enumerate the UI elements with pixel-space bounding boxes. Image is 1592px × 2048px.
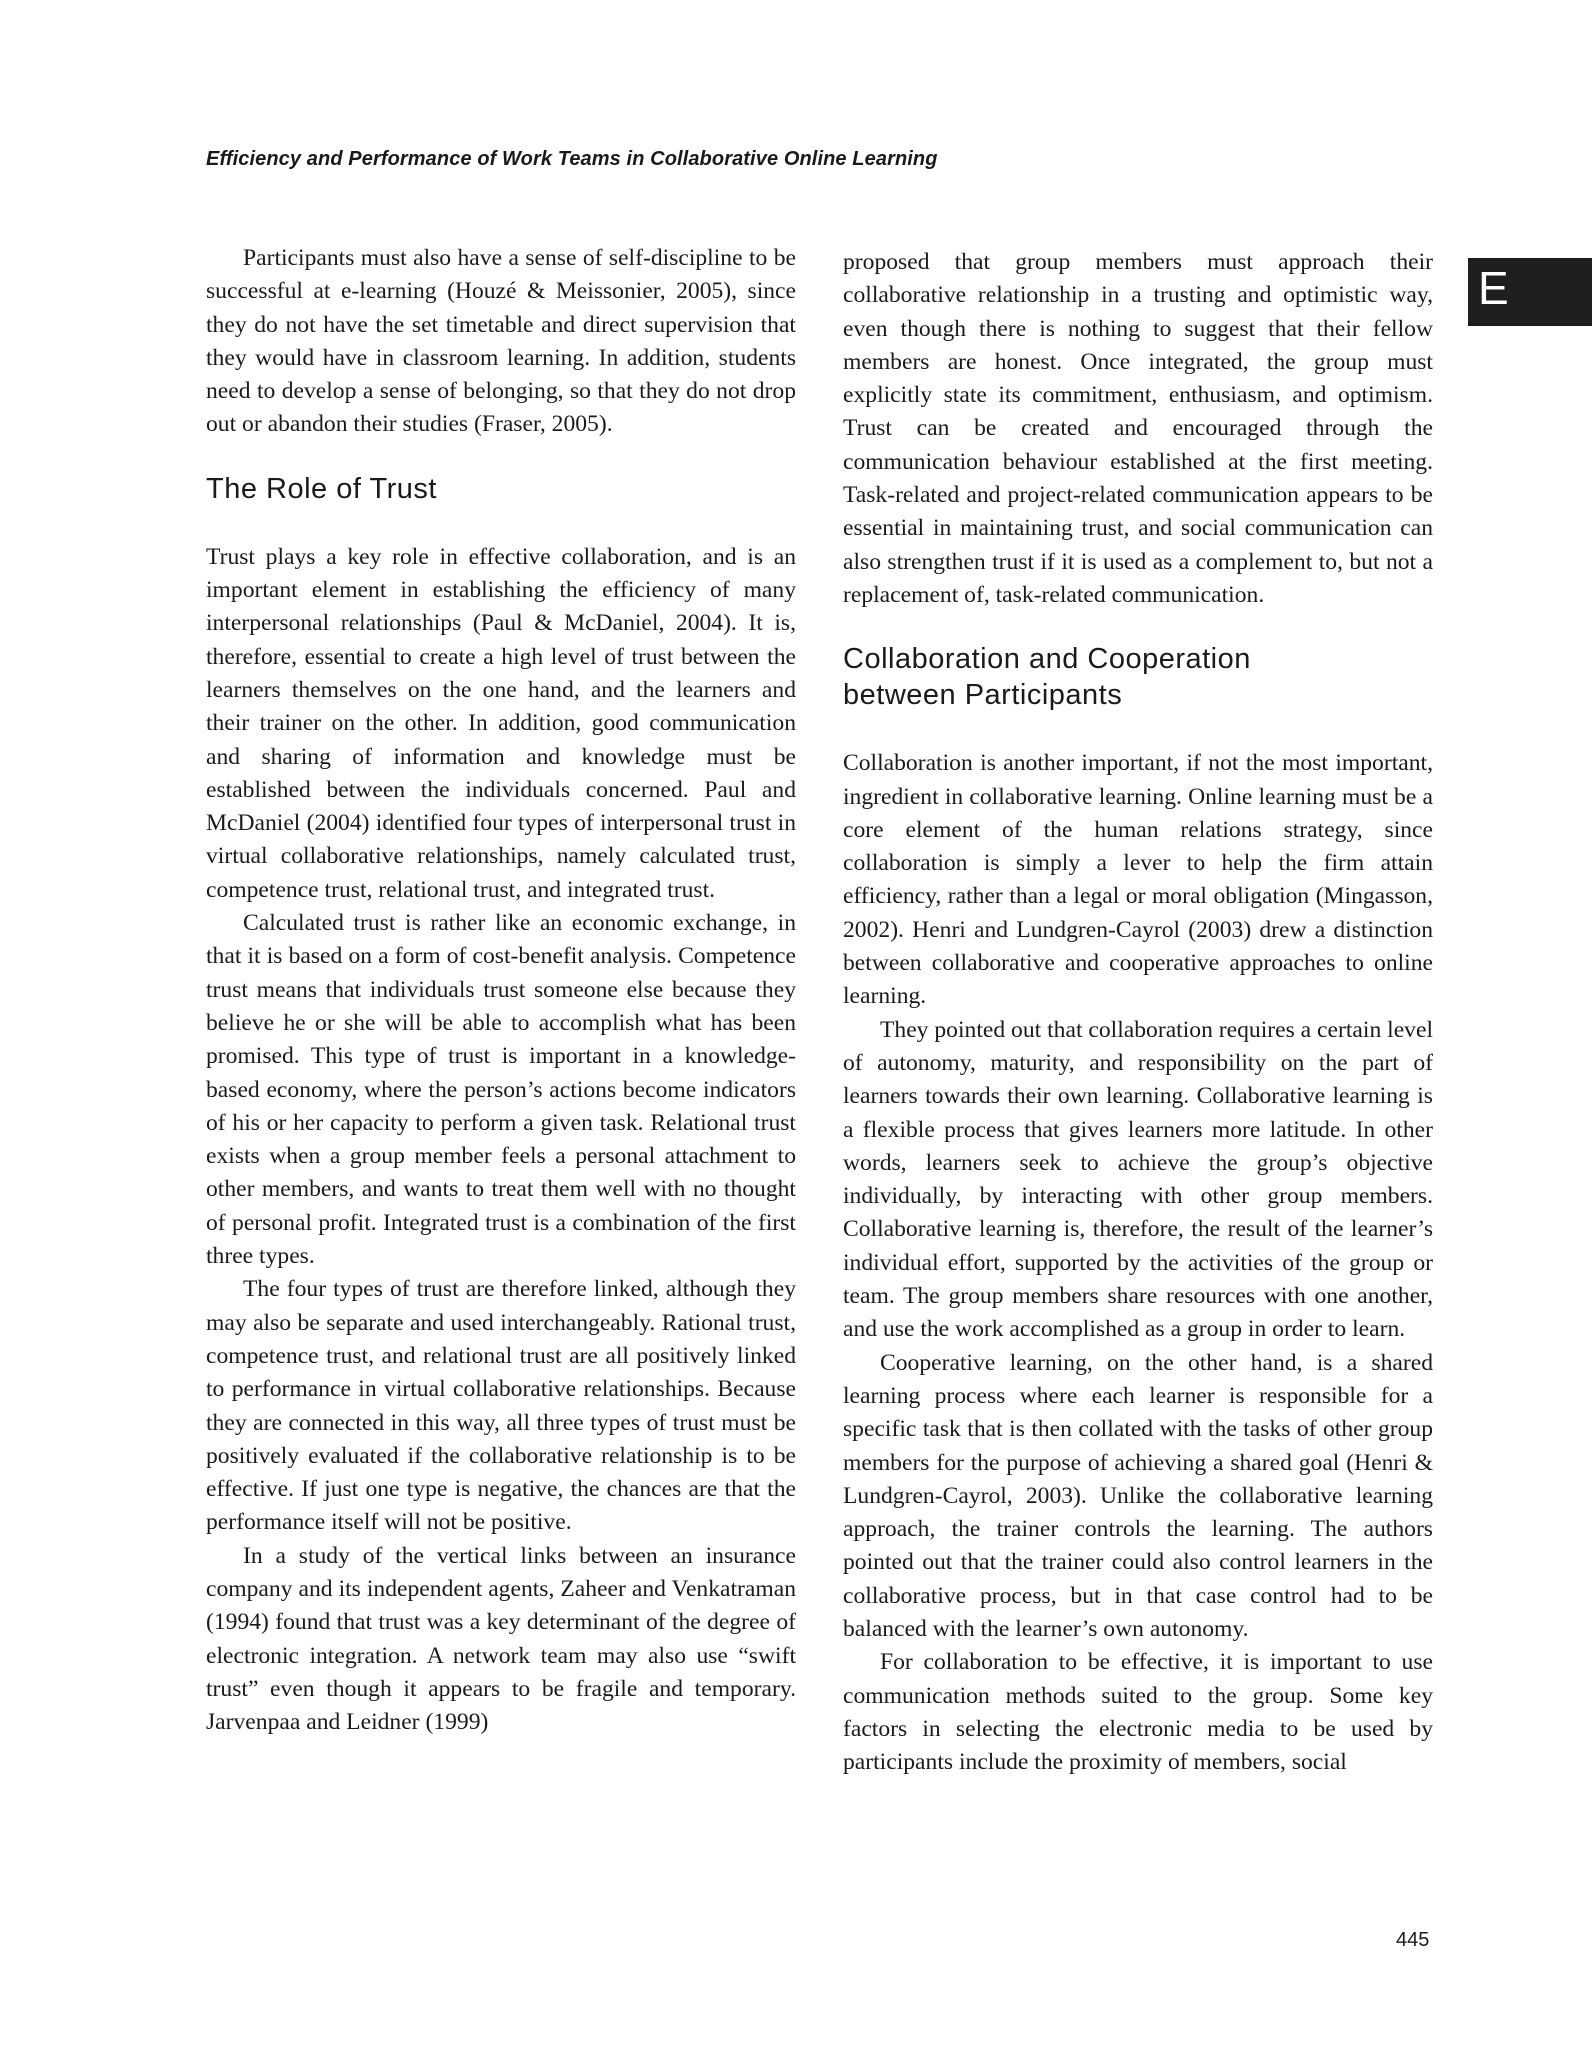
paragraph: Calculated trust is rather like an economic exchange, in that it is based on a form of cost-benefit analysis. Competence trust means that individuals trust someone else because they believe he or she will be able to accomplish what has been promised. This type of trust is important in a knowledge-based economy, where the person’s actions become indicators of his or her capacity to perform a given task. Relational trust exists when a group member feels a personal attachment to other members, and wants to treat them well with no thought of personal profit. Integrated trust is a combination of the first three types. bbox=[206, 910, 796, 1270]
paragraph: They pointed out that collaboration requires a certain level of autonomy, maturity, and responsibility on the part of learners towards their own learning. Collaborative learning is a flexible process that gives learners more latitude. In other words, learners seek to achieve the group’s objective individually, by interacting with other group members. Collaborative learning is, therefore, the result of the learner’s individual effort, supported by the activities of the group or team. The group members share resources with one another, and use the work accomplished as a group in order to learn. bbox=[843, 1016, 1433, 1343]
section-heading-collaboration bbox=[843, 641, 1433, 713]
paragraph: The four types of trust are therefore linked, although they may also be separate and used interchangeably. Rational trust, competence trust, and relational trust are all positively linked to performance in virtual collaborative relationships. Because they are connected in this way, all three types of trust must be positively evaluated if the collaborative relationship is to be effective. If just one type is negative, the chances are that the performance itself will not be positive. bbox=[206, 1276, 796, 1536]
page-number: 445 bbox=[1396, 1929, 1430, 1951]
paragraph: Cooperative learning, on the other hand, is a shared learning process where each learner is responsible for a specific task that is then collated with the tasks of other group members for the purpose of achieving a shared goal (Henri & Lundgren-Cayrol, 2003). Unlike the collaborative learning approach, the trainer controls the learning. The authors pointed out that the trainer could also control learners in the collaborative process, but in that case control had to be balanced with the learner’s own autonomy. bbox=[843, 1349, 1433, 1642]
section-thumb-tab bbox=[1468, 258, 1592, 326]
heading-line: between Participants bbox=[843, 679, 1123, 712]
paragraph: For collaboration to be effective, it is important to use communication methods suited to the group. Some key factors in selecting the electronic media to be used by participants include the proximity of members, social bbox=[843, 1649, 1433, 1776]
paragraph: In a study of the vertical links between an insurance company and its independent agents, Zaheer and Venkatraman (1994) found that trust was a key determinant of the degree of electronic integration. A network team may also use “swift trust” even though it appears to be fragile and temporary. Jarvenpaa and Leidner (1999) bbox=[206, 1542, 796, 1736]
section-heading-role-of-trust: The Role of Trust bbox=[206, 472, 437, 505]
left-column bbox=[206, 242, 796, 1739]
section-letter: E bbox=[1478, 262, 1509, 314]
paragraph: Participants must also have a sense of self-discipline to be successful at e-learning (Houzé & Meissonier, 2005), since they do not have the set timetable and direct supervision that they would have in classroom learning. In addition, students need to develop a sense of belonging, so that they do not drop out or abandon their studies (Fraser, 2005). bbox=[206, 245, 796, 438]
heading-line: Collaboration and Cooperation bbox=[843, 643, 1251, 676]
paragraph: Collaboration is another important, if not the most important, ingredient in collaborative learning. Online learning must be a core element of the human relations strategy, since collaboration is simply a lever to help the firm attain efficiency, rather than a legal or moral obligation (Mingasson, 2002). Henri and Lundgren-Cayrol (2003) drew a distinction between collaborative and cooperative approaches to online learning. bbox=[843, 750, 1433, 1010]
right-column bbox=[843, 246, 1433, 1779]
paragraph: proposed that group members must approach their collaborative relationship in a trusting and optimistic way, even though there is nothing to suggest that their fellow members are honest. Once integrated, the group must explicitly state its commitment, enthusiasm, and optimism. Trust can be created and encouraged through the communication behaviour established at the first meeting. Task-related and project-related communication appears to be essential in maintaining trust, and social communication can also strengthen trust if it is used as a complement to, but not a replacement of, task-related communication. bbox=[843, 249, 1433, 608]
running-head: Efficiency and Performance of Work Teams in Collaborative Online Learning bbox=[206, 148, 938, 170]
paragraph: Trust plays a key role in effective collaboration, and is an important element in establishing the efficiency of many interpersonal relationships (Paul & McDaniel, 2004). It is, therefore, essential to create a high level of trust between the learners themselves on the one hand, and the learners and their trainer on the other. In addition, good communication and sharing of information and knowledge must be established between the individuals concerned. Paul and McDaniel (2004) identified four types of interpersonal trust in virtual collaborative relationships, namely calculated trust, competence trust, relational trust, and integrated trust. bbox=[206, 543, 796, 903]
